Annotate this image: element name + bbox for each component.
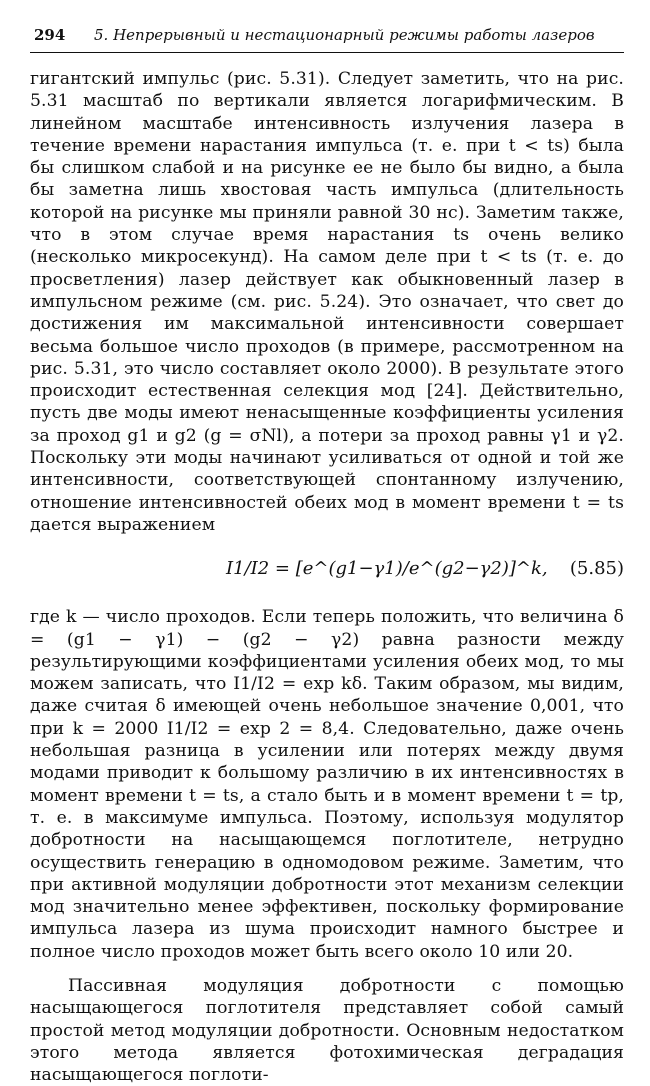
equation-block — [30, 536, 624, 606]
paragraph-2: где k — число проходов. Если теперь положить, что величина δ = (g1 − γ1) − (g2 − γ2) равна разности между результирующими коэффициентами усиления обеих мод, то мы можем записать, что I1/I2 = exp kδ. Таким образом, мы видим, даже считая δ имеющей очень небольшое значение 0,001, что при k = 2000 I1/I2 = exp 2 = 8,4. Следовательно, даже очень небольшая разница в усилении или потерях между двумя модами приводит к большому различию в их интенсивностях в момент времени t = ts, а стало быть и в момент времени t = tp, т. е. в максимуме импульса. Поэтому, используя модулятор добротности на насыщающемся поглотителе, нетрудно осуществить генерацию в одномодовом режиме. Заметим, что при активной модуляции добротности этот механизм селекции мод значительно менее эффективен, поскольку формирование импульса лазера из шума происходит намного быстрее и полное число проходов может быть всего около 10 или 20. — [30, 607, 624, 962]
equation: I1/I2 = [e^(g1−γ1)/e^(g2−γ2)]^k, — [226, 558, 548, 580]
paragraph-1: гигантский импульс (рис. 5.31). Следует заметить, что на рис. 5.31 масштаб по вертикали является логарифмическим. В линейном масштабе интенсивность излучения лазера в течение времени нарастания импульса (т. е. при t < ts) была бы слишком слабой и на рисунке ее не было бы видно, а была бы заметна лишь хвостовая часть импульса (длительность которой на рисунке мы приняли равной 30 нс). Заметим также, что в этом случае время нарастания ts очень велико (несколько микросекунд). На самом деле при t < ts (т. е. до просветления) лазер действует как обыкновенный лазер в импульсном режиме (см. рис. 5.24). Это означает, что свет до достижения им максимальной интенсивности совершает весьма большое число проходов (в примере, рассмотренном на рис. 5.31, это число составляет около 2000). В результате этого происходит естественная селекция мод [24]. Действительно, пусть две моды имеют ненасыщенные коэффициенты усиления за проход g1 и g2 (g = σNl), а потери за проход равны γ1 и γ2. Поскольку эти моды начинают усиливаться от одной и той же интенсивности, соответствующей спонтанному излучению, отношение интенсивностей обеих мод в момент времени t = ts дается выражением — [30, 69, 624, 535]
paragraph-3: Пассивная модуляция добротности с помощью насыщающегося поглотителя представляет собой самый простой метод модуляции добротности. Основным недостатком этого метода является фотохимическая деградация насыщающегося поглоти- — [30, 975, 624, 1086]
page-number: 294 — [34, 26, 66, 44]
book-page — [30, 22, 624, 1086]
equation-number: (5.85) — [569, 558, 624, 580]
running-header — [30, 22, 624, 53]
chapter-title: 5. Непрерывный и нестационарный режимы работы лазеров — [94, 26, 595, 44]
